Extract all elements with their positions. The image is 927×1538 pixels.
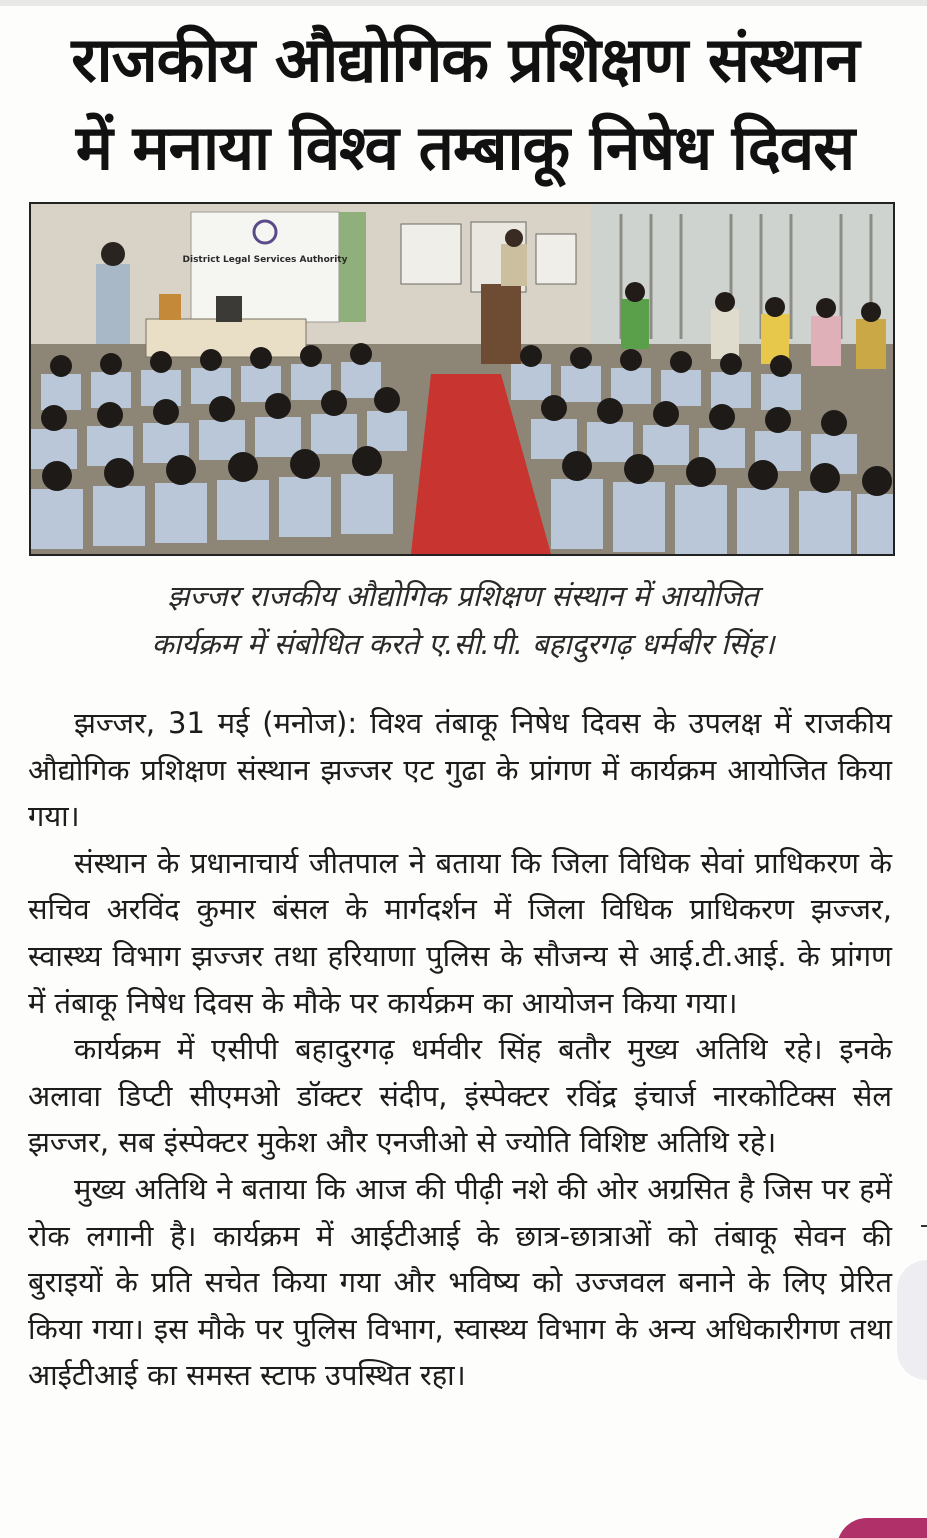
edge-mark xyxy=(921,1225,927,1227)
speaker-head xyxy=(505,229,523,247)
notice-board-1 xyxy=(401,224,461,284)
corner-decoration xyxy=(837,1518,927,1538)
side-shade xyxy=(897,1260,927,1380)
caption-line-1: झज्जर राजकीय औद्योगिक प्रशिक्षण संस्थान में आयोजित xyxy=(167,579,759,613)
headline xyxy=(20,16,910,192)
standing-student xyxy=(96,264,130,344)
article-paragraph-2: संस्थान के प्रधानाचार्य जीतपाल ने बताया कि जिला विधिक सेवां प्राधिकरण के सचिव अरविंद कुमार बंसल के मार्गदर्शन में जिला विधिक प्राधिकरण झज्जर, स्वास्थ्य विभाग झज्जर तथा हरियाणा पुलिस के सौजन्य से आई.टी.आई. के प्रांगण में तंबाकू निषेध दिवस के मौके पर कार्यक्रम का आयोजन किया गया। xyxy=(28,845,892,1020)
podium xyxy=(481,284,521,364)
seated-official xyxy=(216,296,242,322)
event-photo-illustration xyxy=(31,204,893,554)
banner-text: District Legal Services Authority xyxy=(182,255,348,265)
article-body xyxy=(28,700,892,1399)
green-door xyxy=(336,212,366,322)
standing-student-head xyxy=(101,242,125,266)
stage-table xyxy=(146,319,306,357)
article-paragraph-1: झज्जर, 31 मई (मनोज): विश्व तंबाकू निषेध दिवस के उपलक्ष में राजकीय औद्योगिक प्रशिक्षण संस्थान झज्जर एट गुढा के प्रांगण में कार्यक्रम आयोजित किया गया। xyxy=(28,706,892,834)
photo-caption xyxy=(30,572,896,668)
article-paragraph-3: कार्यक्रम में एसीपी बहादुरगढ़ धर्मवीर सिंह बतौर मुख्य अतिथि रहे। इनके अलावा डिप्टी सीएमओ डॉक्टर संदीप, इंस्पेक्टर रविंद्र इंचार्ज नारकोटिक्स सेल झज्जर, सब इंस्पेक्टर मुकेश और एनजीओ से ज्योति विशिष्ट अतिथि रहे। xyxy=(28,1032,892,1160)
dlsa-banner xyxy=(191,212,339,322)
top-edge-strip xyxy=(0,0,927,6)
seated-guest xyxy=(159,294,181,320)
caption-line-2: कार्यक्रम में संबोधित करते ए.सी.पी. बहादुरगढ़ धर्मबीर सिंह। xyxy=(151,627,775,661)
headline-line-1: राजकीय औद्योगिक प्रशिक्षण संस्थान xyxy=(71,23,859,96)
headline-line-2: में मनाया विश्व तम्बाकू निषेध दिवस xyxy=(75,111,855,184)
article-paragraph-4: मुख्य अतिथि ने बताया कि आज की पीढ़ी नशे की ओर अग्रसित है जिस पर हमें रोक लगानी है। कार्यक्रम में आईटीआई के छात्र-छात्राओं को तंबाकू सेवन की बुराइयों के प्रति सचेत किया गया और भविष्य को उज्जवल बनाने के लिए प्रेरित किया गया। इस मौके पर पुलिस विभाग, स्वास्थ्य विभाग के अन्य अधिकारीगण तथा आईटीआई का समस्त स्टाफ उपस्थित रहा। xyxy=(28,1171,892,1393)
speaker xyxy=(501,244,527,286)
event-photo xyxy=(29,202,895,556)
notice-board-3 xyxy=(536,234,576,284)
